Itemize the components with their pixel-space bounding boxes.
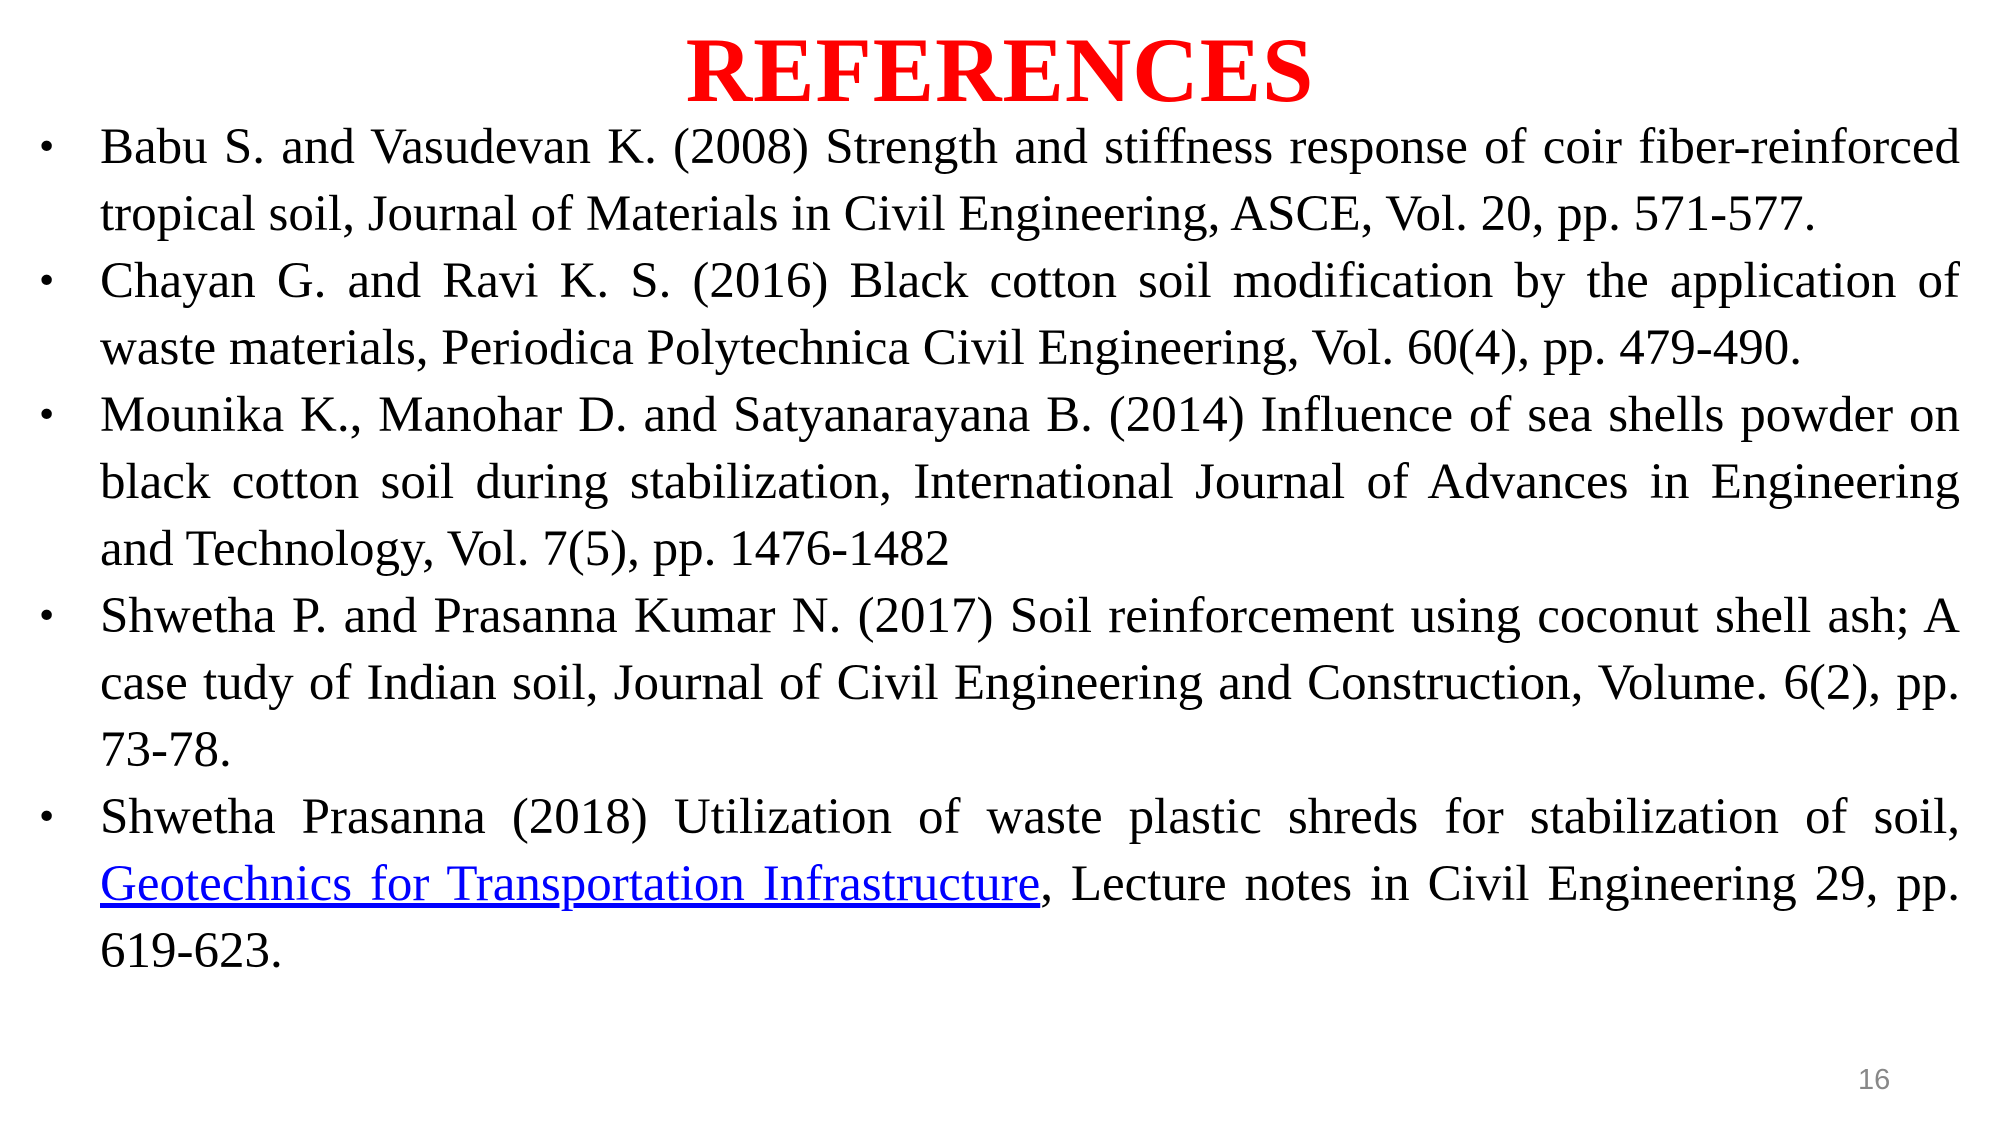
reference-item — [36, 248, 1960, 382]
page-number: 16 — [1858, 1064, 1891, 1096]
reference-item — [36, 382, 1960, 583]
reference-text: Babu S. and Vasudevan K. (2008) Strength and stiffness response of coir fiber-reinforced tropical soil, Journal of Materials in Civil Engineering, ASCE, Vol. 20, pp. 571-577. — [100, 119, 1960, 242]
slide-title: REFERENCES — [685, 19, 1315, 121]
reference-text: Mounika K., Manohar D. and Satyanarayana B. (2014) Influence of sea shells powder on black cotton soil during stabilization, International Journal of Advances in Engineering and Technology, Vol. 7(5), pp. 1476-1482 — [100, 387, 1960, 577]
reference-item — [36, 583, 1960, 784]
reference-hyperlink[interactable]: Geotechnics for Transportation Infrastructure — [100, 856, 1041, 912]
bullet-icon: • — [36, 261, 58, 302]
reference-text-before-link: Shwetha Prasanna (2018) Utilization of waste plastic shreds for stabilization of soil, — [100, 789, 1960, 845]
reference-item — [36, 784, 1960, 985]
reference-text: Shwetha P. and Prasanna Kumar N. (2017) Soil reinforcement using coconut shell ash; A case tudy of Indian soil, Journal of Civil Engineering and Construction, Volume. 6(2), pp. 73-78. — [100, 588, 1960, 778]
reference-item — [36, 114, 1960, 248]
bullet-icon: • — [36, 395, 58, 436]
reference-list — [0, 114, 2000, 985]
reference-text: Chayan G. and Ravi K. S. (2016) Black cotton soil modification by the application of waste materials, Periodica Polytechnica Civil Engineering, Vol. 60(4), pp. 479-490. — [100, 253, 1960, 376]
bullet-icon: • — [36, 797, 58, 838]
bullet-icon: • — [36, 596, 58, 637]
bullet-icon: • — [36, 127, 58, 168]
reference-text-after-link: , Lecture notes in Civil Engineering 29, pp. 619-623. — [100, 856, 1960, 979]
